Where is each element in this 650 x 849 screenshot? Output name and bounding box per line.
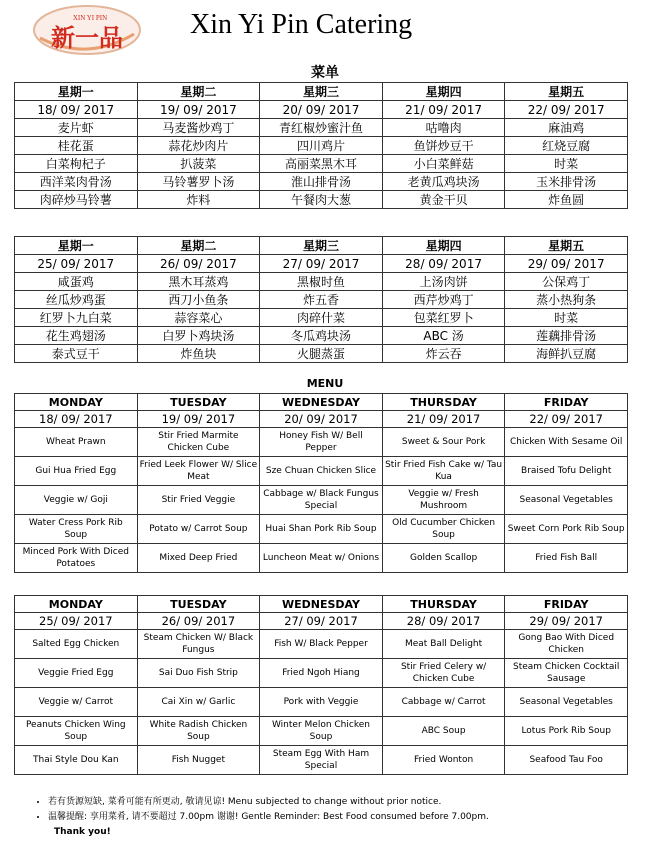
page-header — [0, 0, 650, 62]
date-cell: 26/ 09/ 2017 — [137, 255, 260, 273]
dish-cell: 老黄瓜鸡块汤 — [382, 173, 505, 191]
dish-cell: 西洋菜肉骨汤 — [15, 173, 138, 191]
dish-cell: White Radish Chicken Soup — [137, 717, 260, 746]
dish-cell: Stir Fried Veggie — [137, 486, 260, 515]
day-header: 星期一 — [15, 237, 138, 255]
dish-cell: 冬瓜鸡块汤 — [260, 327, 383, 345]
dish-cell: Chicken With Sesame Oil — [505, 428, 628, 457]
dish-cell: 四川鸡片 — [260, 137, 383, 155]
day-header: 星期二 — [137, 83, 260, 101]
dish-cell: 炸鱼块 — [137, 345, 260, 363]
dish-cell: 扒菠菜 — [137, 155, 260, 173]
dish-cell: Stir Fried Fish Cake w/ Tau Kua — [382, 457, 505, 486]
dish-row — [15, 291, 628, 309]
dish-cell: Seafood Tau Foo — [505, 746, 628, 775]
date-cell: 20/ 09/ 2017 — [260, 411, 383, 428]
dish-cell: 蒜花炒肉片 — [137, 137, 260, 155]
dish-cell: Peanuts Chicken Wing Soup — [15, 717, 138, 746]
dish-cell: 上汤肉饼 — [382, 273, 505, 291]
day-header: 星期四 — [382, 237, 505, 255]
dish-cell: Old Cucumber Chicken Soup — [382, 515, 505, 544]
dish-cell: 蒜容菜心 — [137, 309, 260, 327]
dish-cell: Veggie w/ Carrot — [15, 688, 138, 717]
dish-cell: Cabbage w/ Carrot — [382, 688, 505, 717]
dish-cell: Winter Melon Chicken Soup — [260, 717, 383, 746]
dish-cell: 鱼饼炒豆干 — [382, 137, 505, 155]
en-menu-title: MENU — [306, 377, 344, 390]
dish-cell: Golden Scallop — [382, 544, 505, 573]
dish-cell: Veggie Fried Egg — [15, 659, 138, 688]
day-header-row — [15, 596, 628, 613]
day-header: 星期五 — [505, 83, 628, 101]
cn-menu-week1 — [14, 82, 628, 209]
date-cell: 21/ 09/ 2017 — [382, 411, 505, 428]
date-cell: 29/ 09/ 2017 — [505, 255, 628, 273]
dish-cell: 肉碎炒马铃薯 — [15, 191, 138, 209]
dish-cell: Cabbage w/ Black Fungus Special — [260, 486, 383, 515]
dish-cell: 小白菜鲜菇 — [382, 155, 505, 173]
dish-cell: 西芹炒鸡丁 — [382, 291, 505, 309]
dish-cell: Veggie w/ Goji — [15, 486, 138, 515]
dish-cell: 泰式豆干 — [15, 345, 138, 363]
dish-cell: Lotus Pork Rib Soup — [505, 717, 628, 746]
dish-cell: Meat Ball Delight — [382, 630, 505, 659]
day-header-row — [15, 83, 628, 101]
company-logo — [32, 4, 142, 56]
date-cell: 21/ 09/ 2017 — [382, 101, 505, 119]
date-cell: 28/ 09/ 2017 — [382, 613, 505, 630]
dish-row — [15, 717, 628, 746]
date-row — [15, 613, 628, 630]
notes — [36, 796, 626, 839]
dish-cell: 蒸小热狗条 — [505, 291, 628, 309]
dish-cell: Water Cress Pork Rib Soup — [15, 515, 138, 544]
dish-cell: 西刀小鱼条 — [137, 291, 260, 309]
dish-cell: 黑木耳蒸鸡 — [137, 273, 260, 291]
dish-cell: 咸蛋鸡 — [15, 273, 138, 291]
day-header: WEDNESDAY — [260, 394, 383, 411]
dish-row — [15, 191, 628, 209]
day-header: MONDAY — [15, 596, 138, 613]
dish-cell: ABC 汤 — [382, 327, 505, 345]
dish-cell: Seasonal Vegetables — [505, 486, 628, 515]
dish-cell: Minced Pork With Diced Potatoes — [15, 544, 138, 573]
dish-row — [15, 155, 628, 173]
dish-cell: 炸料 — [137, 191, 260, 209]
day-header: WEDNESDAY — [260, 596, 383, 613]
day-header: 星期二 — [137, 237, 260, 255]
dish-cell: 莲藕排骨汤 — [505, 327, 628, 345]
dish-cell: 红烧豆腐 — [505, 137, 628, 155]
dish-cell: Luncheon Meat w/ Onions — [260, 544, 383, 573]
note-item: • 温馨提醒: 享用菜肴, 请不要超过 7.00pm 谢谢! Gentle Reminder: Best Food consumed before 7.00pm. — [48, 811, 626, 824]
dish-cell: 时菜 — [505, 155, 628, 173]
svg-text:XIN YI PIN: XIN YI PIN — [72, 14, 108, 22]
dish-cell: 公保鸡丁 — [505, 273, 628, 291]
dish-row — [15, 428, 628, 457]
dish-cell: 玉米排骨汤 — [505, 173, 628, 191]
dish-row — [15, 486, 628, 515]
dish-row — [15, 659, 628, 688]
day-header: 星期五 — [505, 237, 628, 255]
dish-cell: 红罗卜九白菜 — [15, 309, 138, 327]
dish-cell: ABC Soup — [382, 717, 505, 746]
date-cell: 25/ 09/ 2017 — [15, 255, 138, 273]
dish-row — [15, 119, 628, 137]
day-header: TUESDAY — [137, 596, 260, 613]
date-cell: 20/ 09/ 2017 — [260, 101, 383, 119]
date-cell: 22/ 09/ 2017 — [505, 411, 628, 428]
date-cell: 27/ 09/ 2017 — [260, 255, 383, 273]
day-header: THURSDAY — [382, 394, 505, 411]
dish-cell: Sai Duo Fish Strip — [137, 659, 260, 688]
dish-cell: Huai Shan Pork Rib Soup — [260, 515, 383, 544]
dish-row — [15, 515, 628, 544]
date-cell: 29/ 09/ 2017 — [505, 613, 628, 630]
date-row — [15, 255, 628, 273]
dish-cell: Fish Nugget — [137, 746, 260, 775]
day-header: THURSDAY — [382, 596, 505, 613]
dish-cell: Veggie w/ Fresh Mushroom — [382, 486, 505, 515]
dish-cell: Stir Fried Marmite Chicken Cube — [137, 428, 260, 457]
dish-row — [15, 688, 628, 717]
dish-cell: 白罗卜鸡块汤 — [137, 327, 260, 345]
dish-cell: 包菜红罗卜 — [382, 309, 505, 327]
dish-cell: Fried Ngoh Hiang — [260, 659, 383, 688]
dish-cell: Mixed Deep Fried — [137, 544, 260, 573]
dish-cell: Thai Style Dou Kan — [15, 746, 138, 775]
dish-cell: 黑椒时鱼 — [260, 273, 383, 291]
dish-cell: Wheat Prawn — [15, 428, 138, 457]
dish-cell: 马铃薯罗卜汤 — [137, 173, 260, 191]
day-header: FRIDAY — [505, 394, 628, 411]
day-header: FRIDAY — [505, 596, 628, 613]
en-menu-week2 — [14, 595, 628, 775]
dish-cell: Steam Chicken W/ Black Fungus — [137, 630, 260, 659]
dish-cell: Gui Hua Fried Egg — [15, 457, 138, 486]
dish-row — [15, 173, 628, 191]
dish-cell: Sweet Corn Pork Rib Soup — [505, 515, 628, 544]
date-cell: 19/ 09/ 2017 — [137, 101, 260, 119]
dish-cell: 海鲜扒豆腐 — [505, 345, 628, 363]
dish-cell: 马麦酱炒鸡丁 — [137, 119, 260, 137]
svg-text:新一品: 新一品 — [51, 24, 123, 52]
note-item: • 若有货源短缺, 菜肴可能有所更动, 敬请见谅! Menu subjected to change without prior notice. — [48, 796, 626, 809]
dish-cell: Honey Fish W/ Bell Pepper — [260, 428, 383, 457]
dish-cell: 火腿蒸蛋 — [260, 345, 383, 363]
dish-row — [15, 309, 628, 327]
day-header-row — [15, 394, 628, 411]
dish-row — [15, 457, 628, 486]
dish-row — [15, 544, 628, 573]
dish-cell: Fried Fish Ball — [505, 544, 628, 573]
dish-cell: 炸鱼圆 — [505, 191, 628, 209]
day-header: 星期四 — [382, 83, 505, 101]
dish-cell: 花生鸡翅汤 — [15, 327, 138, 345]
date-cell: 18/ 09/ 2017 — [15, 101, 138, 119]
date-cell: 19/ 09/ 2017 — [137, 411, 260, 428]
dish-cell: Braised Tofu Delight — [505, 457, 628, 486]
en-menu-week1 — [14, 393, 628, 573]
date-cell: 25/ 09/ 2017 — [15, 613, 138, 630]
dish-cell: 桂花蛋 — [15, 137, 138, 155]
page-title: Xin Yi Pin Catering — [190, 9, 413, 40]
date-cell: 18/ 09/ 2017 — [15, 411, 138, 428]
day-header: 星期一 — [15, 83, 138, 101]
day-header: 星期三 — [260, 237, 383, 255]
dish-cell: Steam Egg With Ham Special — [260, 746, 383, 775]
dish-cell: Seasonal Vegetables — [505, 688, 628, 717]
dish-cell: 午餐肉大葱 — [260, 191, 383, 209]
dish-cell: 肉碎什菜 — [260, 309, 383, 327]
dish-cell: 咕噜肉 — [382, 119, 505, 137]
dish-row — [15, 746, 628, 775]
dish-cell: Stir Fried Celery w/ Chicken Cube — [382, 659, 505, 688]
date-cell: 28/ 09/ 2017 — [382, 255, 505, 273]
dish-cell: 黄金干贝 — [382, 191, 505, 209]
day-header-row — [15, 237, 628, 255]
dish-cell: Potato w/ Carrot Soup — [137, 515, 260, 544]
day-header: 星期三 — [260, 83, 383, 101]
dish-cell: Gong Bao With Diced Chicken — [505, 630, 628, 659]
dish-cell: 高丽菜黑木耳 — [260, 155, 383, 173]
dish-cell: 炸云吞 — [382, 345, 505, 363]
date-cell: 27/ 09/ 2017 — [260, 613, 383, 630]
date-cell: 22/ 09/ 2017 — [505, 101, 628, 119]
cn-menu-week2 — [14, 236, 628, 363]
date-row — [15, 101, 628, 119]
dish-cell: Pork with Veggie — [260, 688, 383, 717]
dish-row — [15, 327, 628, 345]
dish-cell: Salted Egg Chicken — [15, 630, 138, 659]
dish-cell: Steam Chicken Cocktail Sausage — [505, 659, 628, 688]
dish-cell: Fried Leek Flower W/ Slice Meat — [137, 457, 260, 486]
date-cell: 26/ 09/ 2017 — [137, 613, 260, 630]
dish-cell: 麦片虾 — [15, 119, 138, 137]
dish-cell: 炸五香 — [260, 291, 383, 309]
dish-cell: Fried Wonton — [382, 746, 505, 775]
dish-cell: Fish W/ Black Pepper — [260, 630, 383, 659]
dish-cell: 淮山排骨汤 — [260, 173, 383, 191]
day-header: MONDAY — [15, 394, 138, 411]
thank-you-text: Thank you! — [54, 827, 111, 837]
dish-cell: Sweet & Sour Pork — [382, 428, 505, 457]
dish-row — [15, 273, 628, 291]
dish-cell: Cai Xin w/ Garlic — [137, 688, 260, 717]
dish-row — [15, 345, 628, 363]
dish-row — [15, 630, 628, 659]
dish-cell: 丝瓜炒鸡蛋 — [15, 291, 138, 309]
dish-cell: 青红椒炒蜜汁鱼 — [260, 119, 383, 137]
dish-cell: 白菜枸杞子 — [15, 155, 138, 173]
dish-cell: Sze Chuan Chicken Slice — [260, 457, 383, 486]
cn-menu-title: 菜单 — [311, 65, 339, 81]
dish-cell: 时菜 — [505, 309, 628, 327]
dish-row — [15, 137, 628, 155]
dish-cell: 麻油鸡 — [505, 119, 628, 137]
date-row — [15, 411, 628, 428]
day-header: TUESDAY — [137, 394, 260, 411]
